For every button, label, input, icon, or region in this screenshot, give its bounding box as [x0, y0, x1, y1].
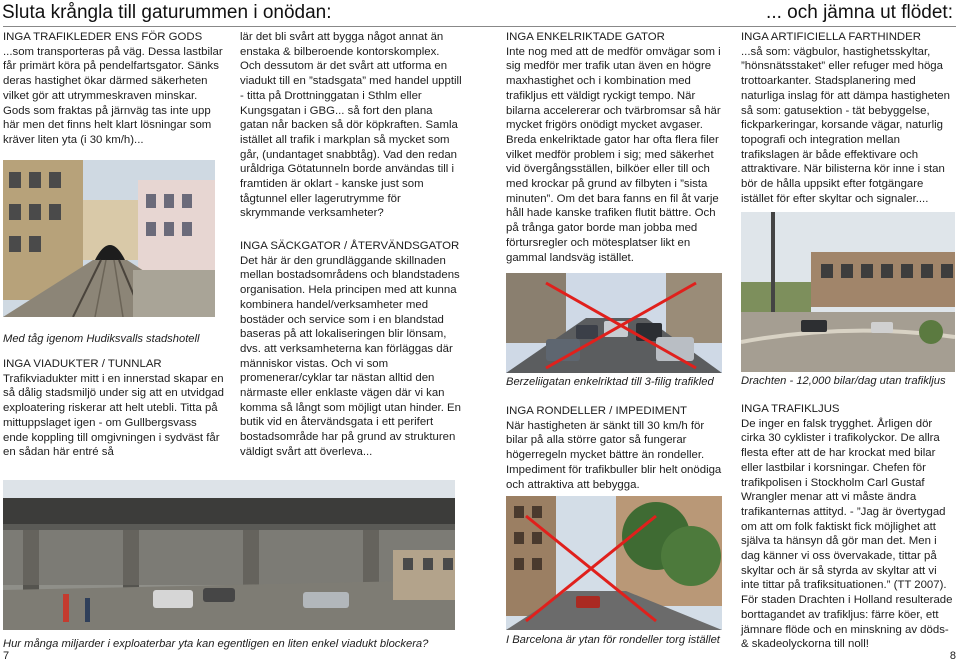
caption-drachten: Drachten - 12,000 bilar/dag utan trafikljus — [741, 375, 946, 387]
section-body: De inger en falsk trygghet. Årligen dör cirka 30 cyklister i trafikolyckor. De allra flesta efter att de har krockat med bilar eller lastbilar i korsningar. Chefen för trafikpolisen i Stockholm Carl Gustaf Wrangler menar att vi måste ändra trafikanternas attityd. - ”Jag är övertygad om att om folk faktiskt fick möjlighet att själva ta hänsyn då gör man det. Men i dag känner vi oss övervakade, tittar på skyltar och är så styrda av skyltar att vi inte tittar på trafiksituationen.” (TT 2007). För staden Drachten i Holland resulterade borttagandet av trafikljus: färre köer, ett jämnare flöde och en minskning av döds- & skadeolyckorna till noll! — [741, 417, 953, 651]
section-body: ...som transporteras på väg. Dessa lastbilar får primärt köra på pendelfartsgator. Sänks deras hastighet ökar därmed säkerheten vilket gör att utrymmeskraven minskar. Gods som fraktas på järnväg tas inte upp här men det finns helt klart lösningar som kräver liten yta (i 30 km/h)... — [3, 45, 223, 146]
tunnel-photo — [3, 160, 215, 317]
section-body: Inte nog med att de medför omvägar som i sig medför mer trafik utan även en högre maxhastighet och i kombination med trafikljus ett väldigt ryckigt tempo. När bilarna accelererar och tvärbromsar så här mycket frigörs onödigt mycket avgaser. Breda enkelriktade gator har ofta flera filer vilket medför problem i sig; med säkerhet vid övergångsställen, bilköer eller till och med krockar på grund av filbyten i ”sista minuten”. Om det bara fanns en fil åt varje håll hade kanske trafiken flutit bättre. Och på trånga gator borde man jobba med förtursregler och mötesplatser likt en gammal landsväg istället. — [506, 45, 721, 264]
section-trafikleder — [3, 30, 225, 148]
caption-barcelona: I Barcelona är ytan för rondeller torg istället — [506, 634, 720, 646]
section-body: lär det bli svårt att bygga något annat än enstaka & bilberoende kontorskomplex. Och dessutom är det svårt att utforma en viadukt till en ”stadsgata” med handel upptill - titta på Drottninggatan i Sthlm eller Kungsgatan i GBG... så fort den plana gatan når backen så dör köpkraften. Samla istället all trafik i markplan så mycket som går, (undantaget snabbtåg). Vad den redan uråldriga Götatunneln borde användas till i framtiden är oklart - kanske just som tågtunnel eller lagerutrymme för skrymmande verksamheter? — [240, 31, 462, 220]
page-number-right: 8 — [949, 650, 956, 662]
barcelona-photo — [506, 496, 722, 630]
section-heading: INGA TRAFIKLEDER ENS FÖR GODS — [3, 31, 203, 43]
section-farthinder — [741, 30, 955, 206]
section-enkelriktade — [506, 30, 726, 265]
section-heading: INGA RONDELLER / IMPEDIMENT — [506, 405, 688, 417]
section-body: När hastigheten är sänkt till 30 km/h för bilar på alla större gator så fungerar högerregeln mycket bättre än rondeller. Impediment för trafikbuller blir helt onödiga och attraktiva att bebygga. — [506, 419, 722, 491]
section-heading: INGA ARTIFICIELLA FARTHINDER — [741, 31, 921, 43]
section-sackgator — [240, 239, 462, 460]
berzelii-photo — [506, 273, 722, 373]
viaduct-photo — [3, 480, 455, 630]
section-viadukter-continued — [240, 30, 462, 221]
caption-viaduct: Hur många miljarder i exploaterbar yta kan egentligen en liten enkel viadukt blockera? — [3, 638, 429, 650]
section-heading: INGA TRAFIKLJUS — [741, 403, 840, 415]
page-number-left: 7 — [3, 650, 10, 662]
title-rule — [3, 26, 956, 27]
drachten-photo — [741, 212, 955, 372]
page-title-right: ... och jämna ut flödet: — [766, 2, 953, 23]
section-body: ...så som: vägbulor, hastighetsskyltar, ”hönsnätsstaket” eller refuger med höga trottoarkanter. Stadsplanering med naturliga inslag för att dämpa hastigheten så som: gatusektion - tät bebyggelse, fickparkeringar, korsande vägar, naturlig topografi och integration mellan trafikslagen är både effektivare och attraktivare. När bilisterna kör inne i stan bör de hålla uppsikt efter fotgängare istället för efter skyltar och signaler.... — [741, 45, 950, 205]
section-heading: INGA VIADUKTER / TUNNLAR — [3, 358, 162, 370]
section-trafikljus — [741, 402, 955, 652]
section-heading: INGA ENKELRIKTADE GATOR — [506, 31, 665, 43]
section-viadukter — [3, 357, 225, 460]
caption-tunnel: Med tåg igenom Hudiksvalls stadshotell — [3, 333, 200, 345]
section-body: Trafikviadukter mitt i en innerstad skapar en så dålig stadsmiljö under sig att en utvidgad exploatering riskerar att helt utebli. Titta på mittuppslaget igen - om Gullbergsvass ende koppling till omgivningen i sydväst får en sådan här entré så — [3, 372, 224, 459]
page-title-left: Sluta krångla till gaturummen i onödan: — [2, 2, 332, 23]
caption-berzelii: Berzeliigatan enkelriktad till 3-filig trafikled — [506, 376, 714, 388]
section-body: Det här är den grundläggande skillnaden mellan bostadsområdens och blandstadens organisation. Hela principen med att kunna kombinera handel/verksamheter med bostäder och service som i en blandstad baseras på att lokaliseringen blir lönsam, dvs. att verksamheterna kan förläggas där människor vistas. Och vi som promenerar/cyklar tar nästan alltid den närmaste eller enklaste vägen där vi kan komma så långt som möjligt utan hinder. En butik vid en återvändsgata i ett perifert bostadsområde har på grund av strukturen väldigt svårt att överleva... — [240, 254, 461, 458]
section-rondeller — [506, 404, 726, 492]
section-heading: INGA SÄCKGATOR / ÅTERVÄNDSGATOR — [240, 240, 460, 252]
